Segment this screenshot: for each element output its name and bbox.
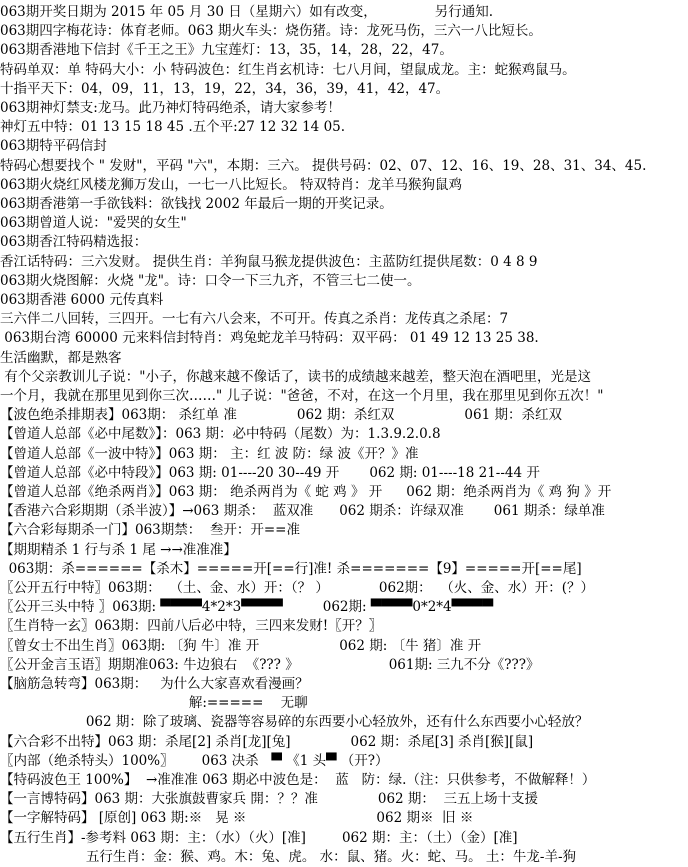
text-line <box>0 540 237 560</box>
text-line <box>0 271 420 291</box>
text-segment: 063期开奖日期为 2015 年 05 月 30 日（星期六）如有改变， <box>0 4 377 20</box>
text-segment: 【曾道人总部《必中尾数》】：063 期：必中特码（尾数）为：1.3.9.2.0.8 <box>0 426 441 443</box>
text-segment: 063期四字梅花诗：体育老师。063 期火车头：烧伤猪。诗：龙死马伤，三六一八比短长。 <box>0 23 542 40</box>
text-segment: 063期台湾 60000 元来料信封特肖：鸡兔蛇龙羊马特码：双平码： 01 49 12 13 25 38. <box>0 330 539 347</box>
text-segment: 062 期： 三五上场十支援 <box>377 791 539 808</box>
text-line <box>0 424 441 444</box>
text-segment: 063期特平码信封 <box>0 138 107 155</box>
text-line <box>0 213 187 233</box>
text-segment: 062 期：杀红双 <box>296 407 395 424</box>
text-segment: 062 期: 01----18 21--44 开 <box>369 464 540 481</box>
text-segment: 063期香港地下信封《千王之王》九宝莲灯：13，35，14，28，22，47。 <box>0 42 453 59</box>
text-line <box>0 367 591 387</box>
text-segment: 063 决杀 ▀ 《1 头▀ （开?） <box>201 752 389 769</box>
text-segment: 063期香港第一手欲钱料：欲钱找 2002 年最后一期的开奖记录。 <box>0 196 393 212</box>
text-line <box>0 40 453 60</box>
text-segment: 解:===== 无聊 <box>0 695 308 712</box>
text-segment: 【六合彩不出特】063 期：杀尾[2] 杀肖[龙][兔] <box>0 733 291 750</box>
text-line <box>0 348 122 368</box>
text-segment: 061 期：杀红双 <box>464 407 562 424</box>
text-segment: 【一字解特码】 [原创] 063 期:※ 晃 ※ <box>0 810 247 827</box>
text-line <box>0 501 605 521</box>
text-line <box>0 712 588 732</box>
text-line <box>0 156 646 176</box>
text-line <box>0 789 538 809</box>
text-segment: 062期: ▀▀▀▀0*2*4▀▀▀▀ <box>322 599 494 616</box>
text-line <box>0 98 341 118</box>
text-line <box>0 559 582 579</box>
text-segment: 一个月，我就在那里见到你三次……" 儿子说："爸爸，不对，在这一个月里，我在那里见到你五次！" <box>0 388 604 404</box>
text-segment: 062 期※ 旧 ※ <box>376 810 474 827</box>
text-line <box>0 808 473 828</box>
text-segment: 五行生肖：金：猴、鸡。木：兔、虎。 水：鼠、猪。火：蛇、马。 土：牛龙-羊-狗 <box>0 848 577 865</box>
text-segment: 063期火烧图解：火烧 "龙"。诗：口令一下三九齐，不管三七二使一。 <box>0 272 421 289</box>
text-segment: 062期： （火、金、水）开：(？） <box>378 580 595 596</box>
text-line <box>0 847 576 867</box>
text-segment: 【六合彩每期杀一门】063期禁： 叁开：开==准 <box>0 522 300 539</box>
text-line <box>0 463 540 483</box>
text-segment: 【特码波色王 100%】 →准准准 063 期必中波色是： 蓝 防：绿.（注：只供参考，不做解释！） <box>0 772 596 788</box>
text-segment: 063期神灯禁支:龙马。此乃神灯特码绝杀，请大家参考！ <box>0 100 341 116</box>
text-segment: 特码单双：单 特码大小：小 特码波色：红生肖玄机诗：七八月间，望鼠成龙。主：蛇猴鸡鼠马。 <box>0 61 576 78</box>
text-line <box>0 655 540 675</box>
text-line <box>0 194 393 214</box>
text-segment: 神灯五中特：01 13 15 18 45 .五个平:27 12 32 14 05. <box>0 119 346 136</box>
text-segment: 【脑筋急转弯】063期： 为什么大家喜欢看漫画？ <box>0 676 309 692</box>
text-line <box>0 386 603 406</box>
text-line <box>0 520 300 540</box>
text-line <box>0 290 163 310</box>
text-line <box>0 60 576 80</box>
text-line <box>0 252 538 272</box>
text-segment: 【曾道人总部《绝杀两肖》】063 期： 绝杀两肖为《 蛇 鸡 》 开 <box>0 484 383 500</box>
text-line <box>0 636 481 656</box>
text-segment: 062 期：主：（土）（金）[准] <box>341 829 518 846</box>
text-segment: 063期香港 6000 元传真料 <box>0 292 164 308</box>
text-segment: 【波色绝杀排期表】063期： 杀红单 准 <box>0 407 237 424</box>
text-segment: 062 期杀：许绿双准 <box>339 503 464 520</box>
text-segment: 〖生肖特一玄〗063期：四前八后必中特，三四来发财!〖开？〗 <box>0 618 383 635</box>
text-line <box>0 309 508 329</box>
text-segment: 【香港六合彩期期（杀半波）】→063 期杀： 蓝双准 <box>0 503 314 520</box>
text-line <box>0 674 309 694</box>
text-line <box>0 328 539 348</box>
text-line <box>0 117 345 137</box>
text-line <box>0 751 389 771</box>
text-line <box>0 2 493 22</box>
text-segment: 生活幽默，都是熟客 <box>0 349 122 366</box>
text-segment: 特码心想要找个 " 发财"，平码 "六"，本期：三六。 提供号码：02、07、12、16、19、28、31、34、45. <box>0 157 647 174</box>
text-line <box>0 828 518 848</box>
text-segment: 063期曾道人说："爱哭的女生" <box>0 215 187 232</box>
text-segment: 061 期杀：绿单准 <box>493 503 605 520</box>
text-line <box>0 693 308 713</box>
text-segment: 〖公开金言玉语〗期期准063: 牛边狼右 《??? 》 <box>0 656 299 673</box>
text-line <box>0 79 449 99</box>
text-segment: 有个父亲教训儿子说："小子，你越来越不像话了，读书的成绩越来越差，整天泡在酒吧里，光是这 <box>0 368 591 385</box>
text-segment: 【期期精杀 1 行与杀 1 尾 →→准准准】 <box>0 541 237 558</box>
text-segment: 三六伴二八回转，三四开。一七有六八会来，不可开。传真之杀肖：龙传真之杀尾：7 <box>0 311 509 328</box>
text-line <box>0 770 595 790</box>
text-segment: 〖公开三头中特 〗063期: ▀▀▀▀4*2*3▀▀▀▀ <box>0 599 283 616</box>
text-line <box>0 732 533 752</box>
text-line <box>0 136 107 156</box>
text-segment: 【曾道人总部《必中特段》】063 期: 01----20 30--49 开 <box>0 464 340 481</box>
text-line <box>0 616 382 636</box>
text-line <box>0 482 611 502</box>
text-segment: 061期: 三九不分《???》 <box>388 656 540 673</box>
text-line <box>0 232 147 252</box>
text-segment: 063期：杀======【杀木】=====开[==行]准! 杀=======【9】=====开[==尾] <box>0 560 582 577</box>
text-line <box>0 21 542 41</box>
text-segment: 063期火烧红风楼龙狮万发山，一七一八比短长。 特双特肖：龙羊马猴狗鼠鸡 <box>0 176 463 193</box>
text-segment: 十指平天下：04，09，11，13，19，22，34，36，39，41，42，47。 <box>0 80 450 97</box>
text-segment: 〖内部（绝杀特头）100%〗 <box>0 752 174 769</box>
text-line <box>0 405 562 425</box>
text-segment: 〖公开五行中特〗063期： （土、金、水）开：（？ ） <box>0 580 329 596</box>
text-segment: 062 期：除了玻璃、瓷器等容易碎的东西要小心轻放外，还有什么东西要小心轻放？ <box>0 714 589 731</box>
text-segment: 〖曾女士不出生肖〗063期: 〔狗 牛〕准 开 <box>0 637 260 654</box>
text-segment: 【五行生肖】-参考料 063 期：主：（水）（火）[准] <box>0 829 306 846</box>
text-segment: 【一言博特码】063 期：大张旗鼓曹家兵 開：？？准 <box>0 791 318 808</box>
text-line <box>0 597 493 617</box>
text-segment: 063期香江特码精选报： <box>0 234 148 251</box>
text-line <box>0 175 462 195</box>
text-line <box>0 578 594 598</box>
text-segment: 062 期：绝杀两肖为《 鸡 狗 》开 <box>406 484 612 500</box>
text-segment: 062 期：杀尾[3] 杀肖[猴][鼠] <box>350 733 534 750</box>
text-segment: 062 期: 〔牛 猪〕准 开 <box>339 637 482 654</box>
text-segment: 香江话特码：三六发财。 提供生肖：羊狗鼠马猴龙提供波色：主蓝防红提供尾数：0 4 8 9 <box>0 253 538 270</box>
text-segment: 【曾道人总部《一波中特》】063 期： 主：红 波 防：绿 波《开？》准 <box>0 445 419 462</box>
text-line <box>0 444 418 464</box>
text-segment: 另行通知. <box>434 4 494 20</box>
